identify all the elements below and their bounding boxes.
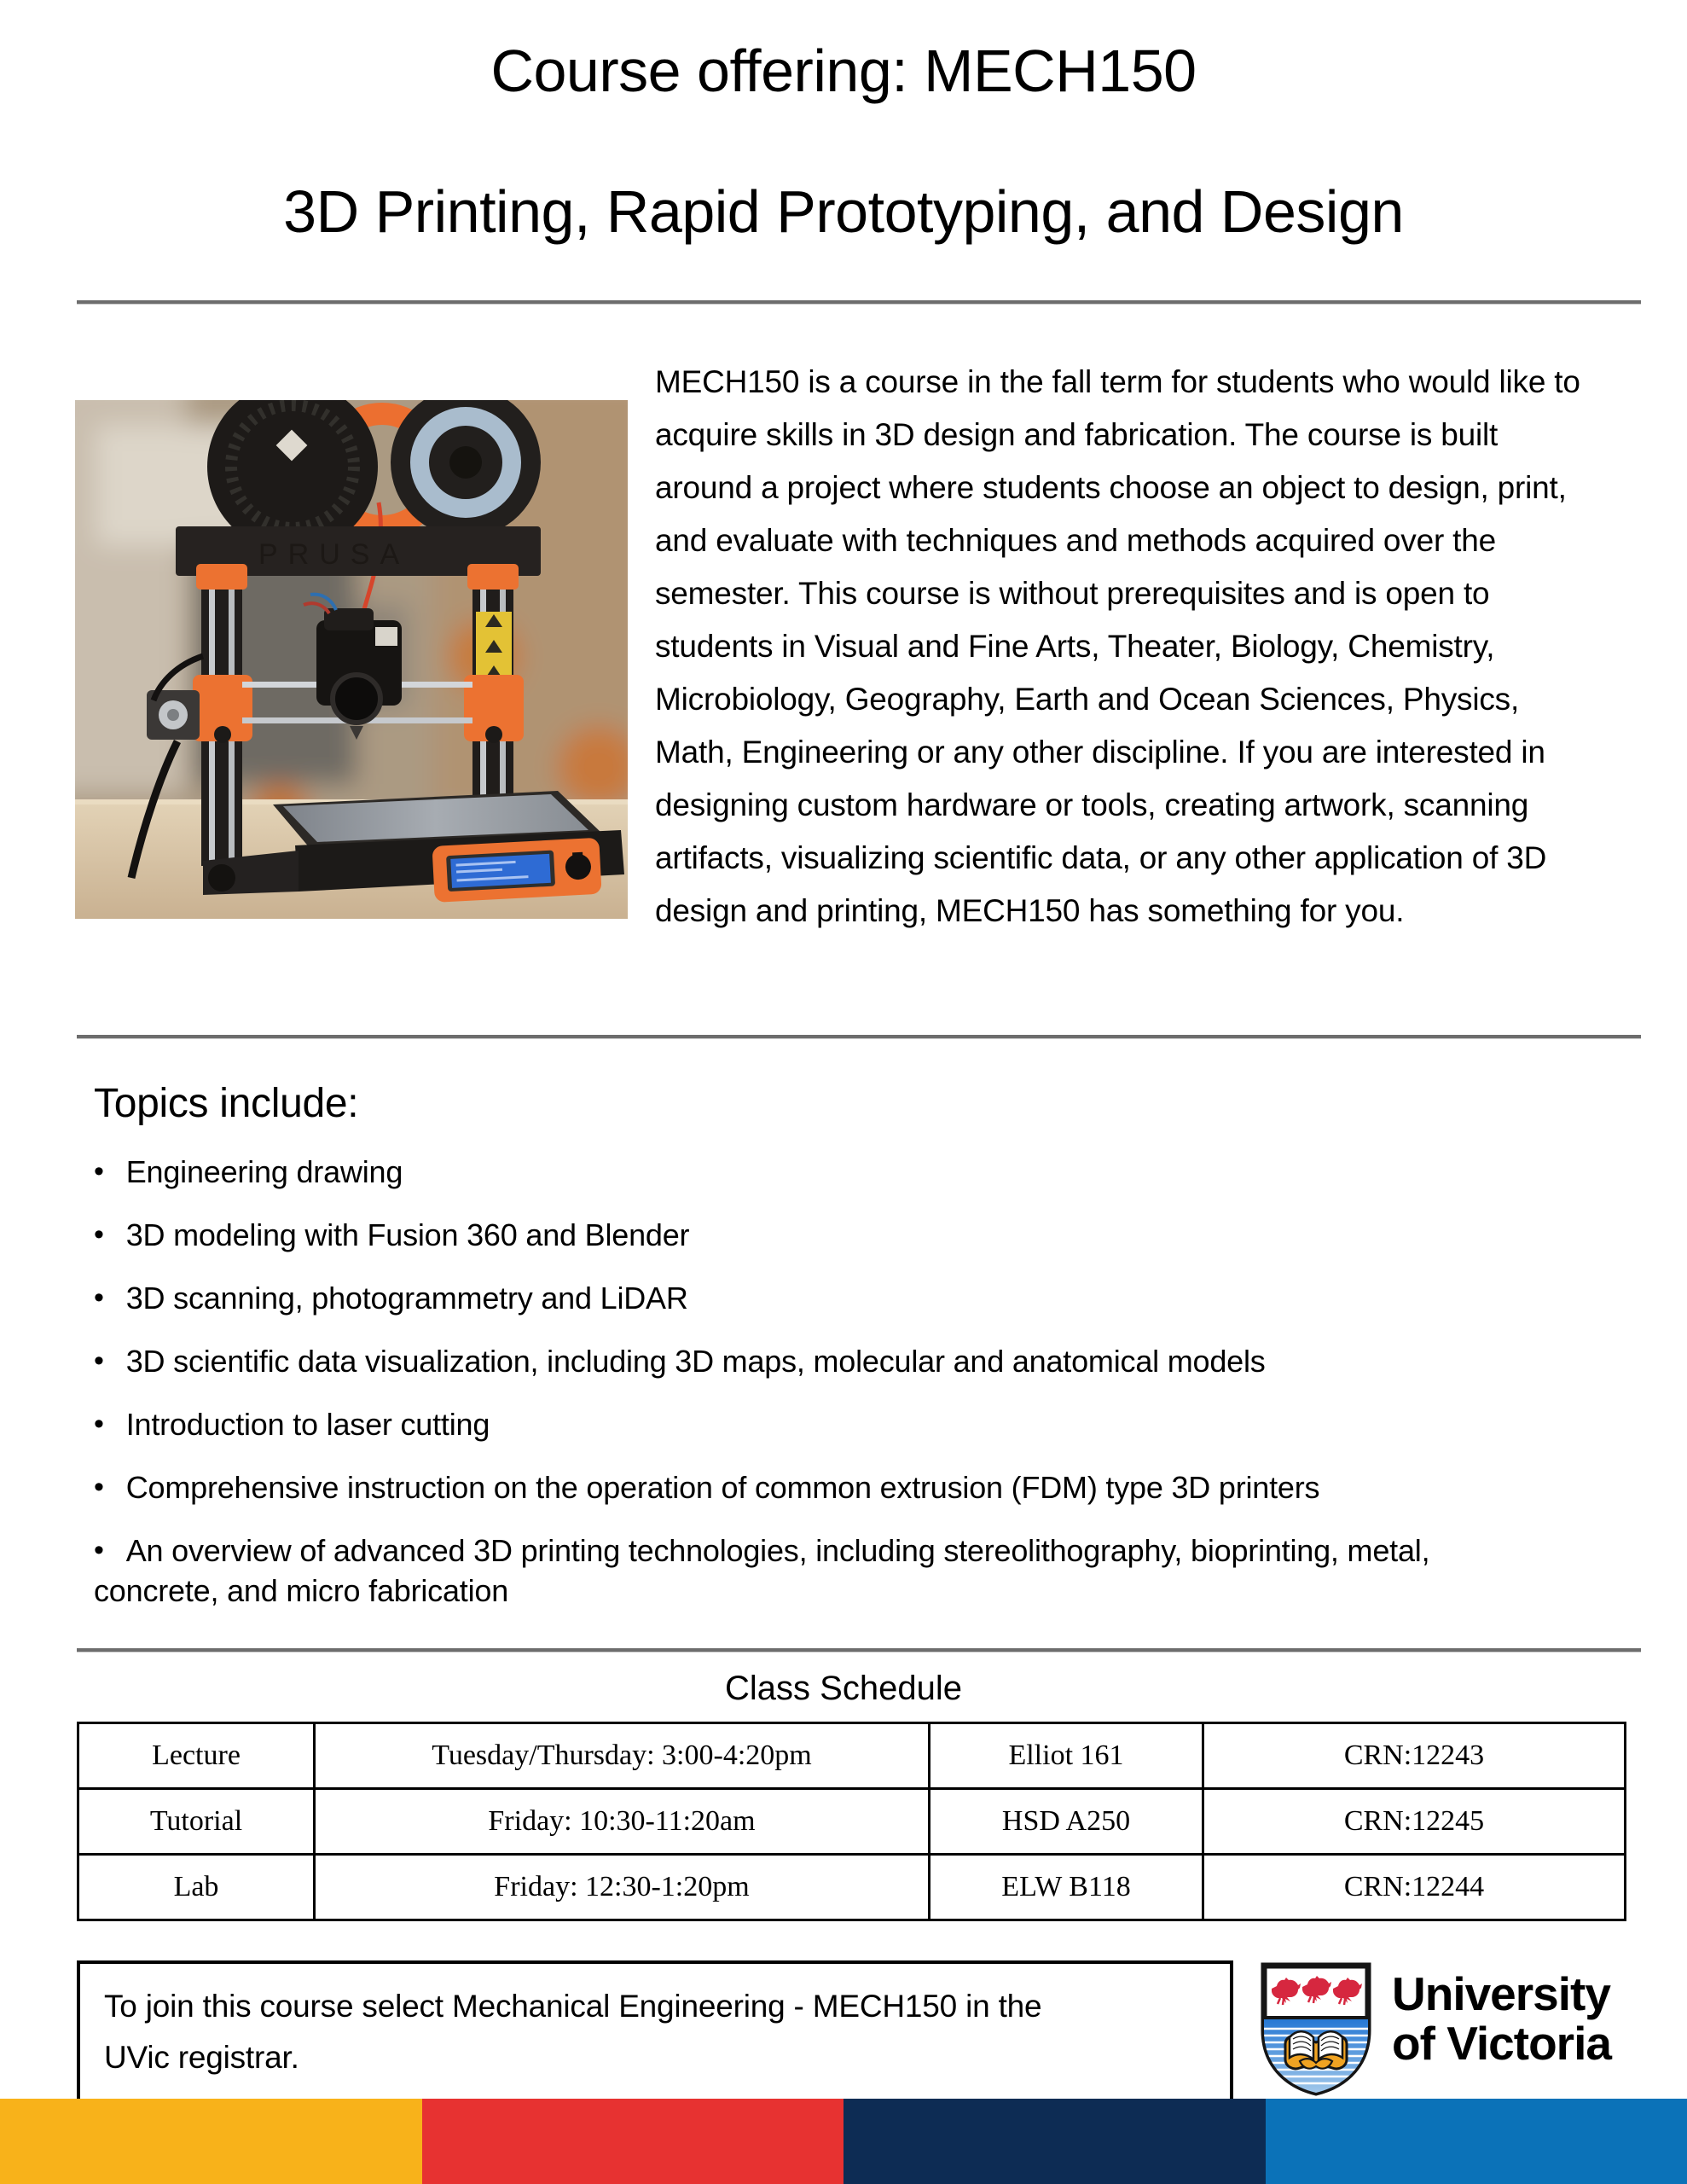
table-row (78, 1723, 1626, 1789)
topic-label: 3D scientific data visualization, including 3D maps, molecular and anatomical models (125, 1344, 1266, 1379)
divider (77, 1648, 1641, 1653)
registration-note-box (77, 1960, 1233, 2104)
list-item (94, 1216, 1510, 1256)
registration-note-line1: To join this course select Mechanical Engineering - MECH150 in the (104, 1989, 1042, 2024)
printer-brand-text: PRUSA (258, 538, 410, 571)
bullet-icon: • (94, 1218, 104, 1251)
topics-list (94, 1153, 1510, 1611)
list-item (94, 1468, 1510, 1508)
session-room-cell: Elliot 161 (930, 1723, 1203, 1789)
session-room-cell: HSD A250 (930, 1789, 1203, 1855)
red-bar (422, 2099, 844, 2184)
session-time-cell: Friday: 10:30-11:20am (315, 1789, 930, 1855)
topic-label: 3D modeling with Fusion 360 and Blender (125, 1217, 690, 1252)
flyer-footer (77, 1960, 1653, 2104)
blue-bar (1266, 2099, 1687, 2184)
course-title: Course offering: MECH150 (490, 38, 1197, 104)
schedule-table (77, 1722, 1626, 1921)
course-description: MECH150 is a course in the fall term for students who would like to acquire skills in 3D design and fabrication. The course is built around a project where students choose an object to design, print, and evaluate with techniques and methods acquired over the semester. This course is without prerequisites and is open to students in Visual and Fine Arts, Theater, Biology, Chemistry, Microbiology, Geography, Earth and Ocean Sciences, Physics, Math, Engineering or any other discipline. If you are interested in designing custom hardware or tools, creating artwork, scanning artifacts, visualizing scientific data, or any other application of 3D design and printing, MECH150 has something for you. (655, 364, 1580, 928)
uvic-logo (1257, 1960, 1611, 2098)
divider (77, 1035, 1641, 1039)
topics-section (94, 1080, 1641, 1611)
brand-color-bars (0, 2099, 1687, 2184)
gold-bar (0, 2099, 422, 2184)
session-type-cell: Lecture (78, 1723, 315, 1789)
topics-heading: Topics include: (94, 1081, 359, 1126)
schedule-section (0, 1670, 1687, 1921)
session-crn-cell: CRN:12245 (1203, 1789, 1626, 1855)
printer-photo (75, 400, 628, 919)
list-item (94, 1153, 1510, 1193)
session-crn-cell: CRN:12243 (1203, 1723, 1626, 1789)
uvic-wordmark-line1: University (1392, 1967, 1610, 2020)
list-item (94, 1531, 1510, 1611)
list-item (94, 1405, 1510, 1445)
topic-label: An overview of advanced 3D printing technologies, including stereolithography, bioprinting, metal, concrete, and micro fabrication (94, 1533, 1430, 1608)
uvic-shield-icon (1257, 1960, 1375, 2098)
course-subtitle: 3D Printing, Rapid Prototyping, and Design (283, 178, 1404, 245)
table-row (78, 1789, 1626, 1855)
topic-label: Comprehensive instruction on the operation of common extrusion (FDM) type 3D printers (125, 1470, 1320, 1505)
bullet-icon: • (94, 1281, 104, 1314)
uvic-wordmark-line2: of Victoria (1392, 2017, 1611, 2070)
topic-label: 3D scanning, photogrammetry and LiDAR (125, 1281, 688, 1316)
schedule-title: Class Schedule (725, 1670, 962, 1707)
session-type-cell: Tutorial (78, 1789, 315, 1855)
topic-label: Introduction to laser cutting (125, 1407, 490, 1442)
intro-section (75, 356, 1641, 938)
session-time-cell: Tuesday/Thursday: 3:00-4:20pm (315, 1723, 930, 1789)
session-type-cell: Lab (78, 1855, 315, 1920)
bullet-icon: • (94, 1155, 104, 1188)
extruder-label (375, 627, 397, 646)
bullet-icon: • (94, 1471, 104, 1503)
printer-photo-illustration (75, 400, 628, 919)
flyer-header (0, 0, 1687, 245)
extruder-fan (333, 675, 380, 723)
list-item (94, 1279, 1510, 1319)
topic-label: Engineering drawing (125, 1154, 403, 1189)
bullet-icon: • (94, 1534, 104, 1566)
bullet-icon: • (94, 1345, 104, 1377)
bullet-icon: • (94, 1408, 104, 1440)
divider (77, 300, 1641, 305)
navy-bar (844, 2099, 1266, 2184)
list-item (94, 1342, 1510, 1382)
session-crn-cell: CRN:12244 (1203, 1855, 1626, 1920)
table-row (78, 1855, 1626, 1920)
session-room-cell: ELW B118 (930, 1855, 1203, 1920)
lcd-panel (432, 838, 601, 903)
registration-note-line2: UVic registrar. (104, 2040, 299, 2075)
uvic-wordmark (1392, 1969, 1611, 2098)
session-time-cell: Friday: 12:30-1:20pm (315, 1855, 930, 1920)
